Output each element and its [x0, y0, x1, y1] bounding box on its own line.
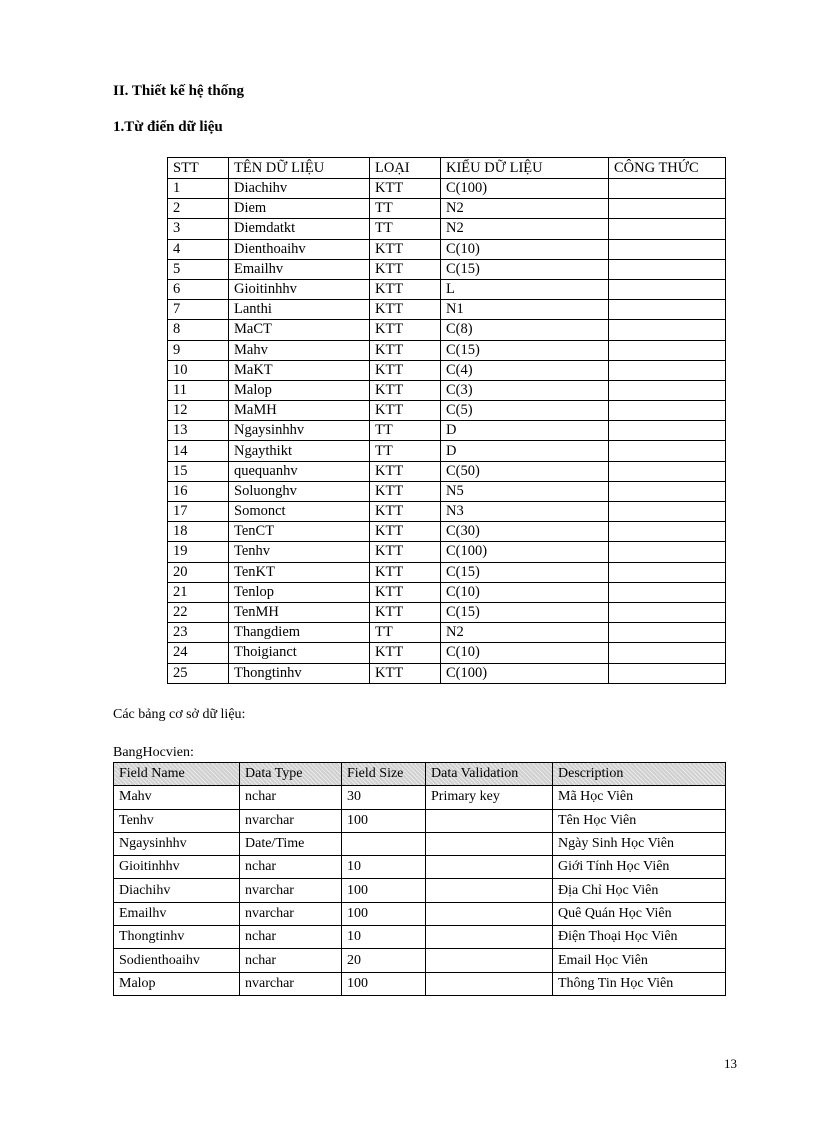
- table-cell: N3: [441, 502, 609, 522]
- table-cell: N5: [441, 481, 609, 501]
- table-cell: 17: [168, 502, 229, 522]
- table-cell: KTT: [370, 461, 441, 481]
- table-cell: 5: [168, 259, 229, 279]
- table-cell: 30: [342, 786, 426, 809]
- table-row: [168, 421, 726, 441]
- table-cell: N2: [441, 199, 609, 219]
- column-header: STT: [168, 158, 229, 179]
- table-cell: [609, 663, 726, 683]
- subsection-title: 1.Từ điển dữ liệu: [113, 119, 223, 135]
- table-cell: [426, 926, 553, 949]
- table-cell: [609, 320, 726, 340]
- table-cell: KTT: [370, 401, 441, 421]
- table-cell: Tenhv: [114, 809, 240, 832]
- table-cell: Mahv: [114, 786, 240, 809]
- table-cell: [609, 461, 726, 481]
- table-cell: 10: [342, 926, 426, 949]
- table-row: [168, 562, 726, 582]
- table-cell: KTT: [370, 340, 441, 360]
- table-cell: [609, 481, 726, 501]
- table-row: [168, 199, 726, 219]
- table-cell: [426, 809, 553, 832]
- table-cell: quequanhv: [229, 461, 370, 481]
- table-cell: D: [441, 441, 609, 461]
- table-cell: Emailhv: [114, 902, 240, 925]
- table-cell: 10: [342, 856, 426, 879]
- table-cell: KTT: [370, 522, 441, 542]
- table-cell: nvarchar: [240, 879, 342, 902]
- table-cell: Tenlop: [229, 582, 370, 602]
- hocvien-table-caption: BangHocvien:: [113, 745, 194, 760]
- table-cell: 21: [168, 582, 229, 602]
- table-cell: 2: [168, 199, 229, 219]
- column-header: Field Size: [342, 763, 426, 786]
- table-cell: Date/Time: [240, 832, 342, 855]
- table-cell: TT: [370, 623, 441, 643]
- table-cell: Malop: [114, 972, 240, 995]
- data-dictionary-table: [167, 157, 726, 684]
- table-cell: TenMH: [229, 602, 370, 622]
- table-cell: Somonct: [229, 502, 370, 522]
- table-cell: Ngày Sinh Học Viên: [553, 832, 726, 855]
- table-cell: [609, 562, 726, 582]
- table-cell: Thongtinhv: [114, 926, 240, 949]
- tables-caption: Các bảng cơ sở dữ liệu:: [113, 707, 246, 722]
- table-cell: Primary key: [426, 786, 553, 809]
- table-row: [114, 972, 726, 995]
- table-cell: KTT: [370, 259, 441, 279]
- table-cell: C(50): [441, 461, 609, 481]
- table-cell: 100: [342, 972, 426, 995]
- table-cell: C(15): [441, 562, 609, 582]
- table-cell: [609, 360, 726, 380]
- table-cell: 20: [342, 949, 426, 972]
- header-row: [168, 158, 726, 179]
- table-row: [168, 279, 726, 299]
- table-cell: 22: [168, 602, 229, 622]
- table-cell: Dienthoaihv: [229, 239, 370, 259]
- table-cell: 100: [342, 879, 426, 902]
- table-cell: N1: [441, 300, 609, 320]
- table-cell: Diem: [229, 199, 370, 219]
- table-cell: C(15): [441, 602, 609, 622]
- table-cell: TT: [370, 219, 441, 239]
- section-title: II. Thiết kế hệ thống: [113, 83, 245, 99]
- table-cell: Giới Tính Học Viên: [553, 856, 726, 879]
- table-row: [114, 879, 726, 902]
- table-cell: nchar: [240, 856, 342, 879]
- table-cell: [609, 300, 726, 320]
- table-cell: [426, 949, 553, 972]
- table-cell: TT: [370, 441, 441, 461]
- table-cell: KTT: [370, 239, 441, 259]
- table-row: [168, 401, 726, 421]
- table-cell: 16: [168, 481, 229, 501]
- table-cell: Điện Thoại Học Viên: [553, 926, 726, 949]
- table-row: [168, 542, 726, 562]
- table-cell: [609, 259, 726, 279]
- table-cell: Emailhv: [229, 259, 370, 279]
- table-cell: Ngaythikt: [229, 441, 370, 461]
- table-cell: 4: [168, 239, 229, 259]
- table-cell: [426, 902, 553, 925]
- table-cell: Thongtinhv: [229, 663, 370, 683]
- table-cell: [342, 832, 426, 855]
- table-cell: 24: [168, 643, 229, 663]
- table-cell: KTT: [370, 320, 441, 340]
- column-header: LOẠI: [370, 158, 441, 179]
- table-cell: KTT: [370, 643, 441, 663]
- table-cell: nvarchar: [240, 972, 342, 995]
- table-cell: [609, 340, 726, 360]
- table-row: [168, 461, 726, 481]
- table-cell: KTT: [370, 562, 441, 582]
- table-cell: KTT: [370, 279, 441, 299]
- table-cell: 3: [168, 219, 229, 239]
- table-cell: 14: [168, 441, 229, 461]
- table-cell: L: [441, 279, 609, 299]
- column-header: KIỂU DỮ LIỆU: [441, 158, 609, 179]
- table-cell: 100: [342, 902, 426, 925]
- table-cell: C(100): [441, 179, 609, 199]
- table-cell: 11: [168, 380, 229, 400]
- table-cell: [426, 972, 553, 995]
- table-cell: nvarchar: [240, 809, 342, 832]
- table-cell: Email Học Viên: [553, 949, 726, 972]
- table-cell: Soluonghv: [229, 481, 370, 501]
- table-cell: 9: [168, 340, 229, 360]
- table-cell: Thangdiem: [229, 623, 370, 643]
- table-cell: Thông Tin Học Viên: [553, 972, 726, 995]
- table-row: [114, 949, 726, 972]
- table-row: [168, 340, 726, 360]
- table-cell: KTT: [370, 481, 441, 501]
- table-cell: [609, 502, 726, 522]
- table-cell: [609, 421, 726, 441]
- table-cell: TT: [370, 421, 441, 441]
- table-row: [168, 522, 726, 542]
- table-cell: [609, 380, 726, 400]
- table-cell: [609, 279, 726, 299]
- table-row: [168, 481, 726, 501]
- table-row: [168, 502, 726, 522]
- table-cell: [609, 602, 726, 622]
- table-row: [114, 926, 726, 949]
- table-row: [168, 320, 726, 340]
- table-cell: [609, 199, 726, 219]
- table-cell: 20: [168, 562, 229, 582]
- table-cell: [609, 441, 726, 461]
- table-cell: KTT: [370, 360, 441, 380]
- table-cell: KTT: [370, 502, 441, 522]
- table-row: [168, 360, 726, 380]
- column-header: Field Name: [114, 763, 240, 786]
- table-cell: Mã Học Viên: [553, 786, 726, 809]
- table-cell: C(100): [441, 663, 609, 683]
- table-cell: C(10): [441, 643, 609, 663]
- table-cell: 13: [168, 421, 229, 441]
- table-cell: 100: [342, 809, 426, 832]
- table-row: [168, 441, 726, 461]
- table-cell: Gioitinhhv: [229, 279, 370, 299]
- table-cell: [609, 542, 726, 562]
- table-cell: Ngaysinhhv: [229, 421, 370, 441]
- table-cell: Gioitinhhv: [114, 856, 240, 879]
- table-cell: MaKT: [229, 360, 370, 380]
- table-cell: KTT: [370, 542, 441, 562]
- table-cell: C(10): [441, 582, 609, 602]
- table-cell: nchar: [240, 926, 342, 949]
- table-row: [114, 856, 726, 879]
- table-cell: [609, 239, 726, 259]
- table-row: [114, 832, 726, 855]
- table-cell: C(8): [441, 320, 609, 340]
- table-cell: Sodienthoaihv: [114, 949, 240, 972]
- table-cell: C(30): [441, 522, 609, 542]
- table-cell: 7: [168, 300, 229, 320]
- table-cell: [609, 582, 726, 602]
- table-cell: TenCT: [229, 522, 370, 542]
- table-cell: KTT: [370, 663, 441, 683]
- column-header: Data Type: [240, 763, 342, 786]
- table-row: [168, 239, 726, 259]
- table-cell: 12: [168, 401, 229, 421]
- table-cell: [609, 643, 726, 663]
- table-cell: [426, 856, 553, 879]
- table-cell: N2: [441, 219, 609, 239]
- table-cell: Quê Quán Học Viên: [553, 902, 726, 925]
- table-cell: Malop: [229, 380, 370, 400]
- table-cell: TT: [370, 199, 441, 219]
- table-cell: Diachihv: [114, 879, 240, 902]
- table-cell: C(15): [441, 259, 609, 279]
- table-cell: Mahv: [229, 340, 370, 360]
- page-number: 13: [724, 1056, 737, 1071]
- table-cell: Tên Học Viên: [553, 809, 726, 832]
- table-cell: C(15): [441, 340, 609, 360]
- table-row: [168, 643, 726, 663]
- table-cell: KTT: [370, 602, 441, 622]
- table-cell: KTT: [370, 582, 441, 602]
- table-row: [168, 380, 726, 400]
- table-cell: Thoigianct: [229, 643, 370, 663]
- table-cell: 15: [168, 461, 229, 481]
- column-header: Description: [553, 763, 726, 786]
- table-cell: Diachihv: [229, 179, 370, 199]
- table-cell: 8: [168, 320, 229, 340]
- table-row: [168, 663, 726, 683]
- column-header: CÔNG THỨC: [609, 158, 726, 179]
- table-row: [168, 602, 726, 622]
- table-cell: Diemdatkt: [229, 219, 370, 239]
- header-row: [114, 763, 726, 786]
- table-cell: 6: [168, 279, 229, 299]
- table-cell: [426, 879, 553, 902]
- table-cell: 10: [168, 360, 229, 380]
- table-row: [168, 179, 726, 199]
- column-header: TÊN DỮ LIỆU: [229, 158, 370, 179]
- table-cell: 19: [168, 542, 229, 562]
- table-cell: Địa Chỉ Học Viên: [553, 879, 726, 902]
- table-row: [114, 902, 726, 925]
- table-cell: C(4): [441, 360, 609, 380]
- hocvien-table: [113, 762, 726, 996]
- table-cell: KTT: [370, 380, 441, 400]
- table-cell: [426, 832, 553, 855]
- table-cell: [609, 401, 726, 421]
- table-cell: C(10): [441, 239, 609, 259]
- table-cell: Lanthi: [229, 300, 370, 320]
- table-row: [168, 623, 726, 643]
- table-cell: D: [441, 421, 609, 441]
- table-row: [114, 786, 726, 809]
- table-cell: C(3): [441, 380, 609, 400]
- table-cell: [609, 522, 726, 542]
- table-cell: [609, 219, 726, 239]
- table-cell: 1: [168, 179, 229, 199]
- table-cell: Tenhv: [229, 542, 370, 562]
- table-row: [168, 259, 726, 279]
- table-cell: [609, 623, 726, 643]
- table-cell: N2: [441, 623, 609, 643]
- table-row: [114, 809, 726, 832]
- table-cell: KTT: [370, 300, 441, 320]
- table-cell: KTT: [370, 179, 441, 199]
- table-cell: [609, 179, 726, 199]
- table-cell: nvarchar: [240, 902, 342, 925]
- table-cell: 25: [168, 663, 229, 683]
- table-cell: MaCT: [229, 320, 370, 340]
- table-cell: 18: [168, 522, 229, 542]
- table-cell: TenKT: [229, 562, 370, 582]
- table-cell: Ngaysinhhv: [114, 832, 240, 855]
- table-cell: nchar: [240, 786, 342, 809]
- column-header: Data Validation: [426, 763, 553, 786]
- table-row: [168, 300, 726, 320]
- table-row: [168, 219, 726, 239]
- table-cell: 23: [168, 623, 229, 643]
- table-cell: nchar: [240, 949, 342, 972]
- table-row: [168, 582, 726, 602]
- table-cell: C(5): [441, 401, 609, 421]
- table-cell: C(100): [441, 542, 609, 562]
- table-cell: MaMH: [229, 401, 370, 421]
